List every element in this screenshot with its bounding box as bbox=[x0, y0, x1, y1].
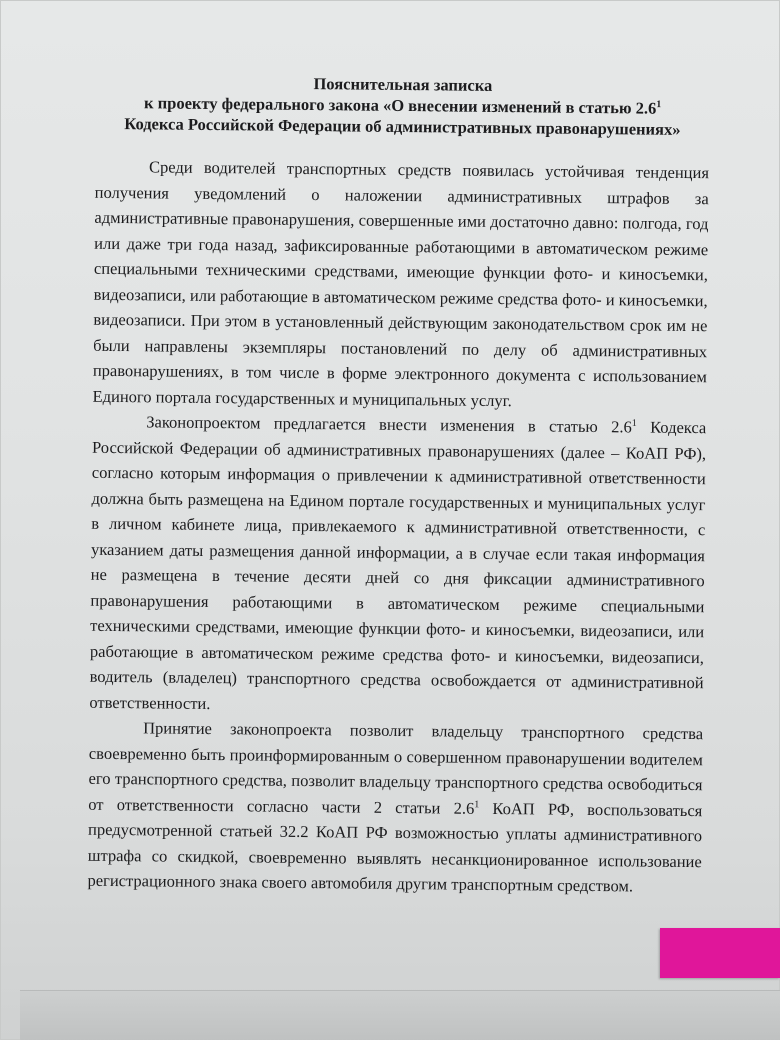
paragraph-3-start: Принятие законопроекта позволит владельцу транспортного средства своевременно быть проинформированным о совершенном правонарушении водителем его транспортного средства, позволит владельцу транспортного средства освободиться от ответственности согласно части 2 статьи 2.6 bbox=[88, 718, 704, 818]
document-body bbox=[87, 71, 710, 900]
paragraph-2 bbox=[89, 409, 706, 721]
paragraph-3-rest: КоАП РФ, воспользоваться предусмотренной статьей 32.2 КоАП РФ возможностью уплаты административного штрафа со скидкой, своевременно выявлять несанкционированное использование регистрационного знака своего автомобиля другим транспортным средством. bbox=[87, 798, 703, 896]
title-line-3: Кодекса Российской Федерации об административных правонарушениях» bbox=[124, 114, 681, 139]
paragraph-1: Среди водителей транспортных средств появилась устойчивая тенденция получения уведомлений о наложении административных штрафов за административные правонарушения, совершенные ими достаточно давно: полгода, год или даже три года назад, зафиксированные работающими в автоматическом режиме специальными техническими средствами, имеющие функции фото- и киносъемки, видеозаписи, или работающие в автоматическом режиме средства фото- и киносъемки, видеозаписи. При этом в установленный действующим законодательством срок им не были направлены экземпляры постановлений по делу об административных правонарушениях, в том числе в форме электронного документа с использованием Единого портала государственных и муниципальных услуг. bbox=[92, 157, 710, 410]
paragraph-3-superscript: 1 bbox=[474, 798, 480, 810]
paragraph-2-rest: Кодекса Российской Федерации об административных правонарушениях (далее – КоАП РФ), согласно которым информация о привлечении к административной ответственности должна быть размещена на Едином портале государственных и муниципальных услуг в личном кабинете лица, привлекаемого к административной ответственности, с указанием даты размещения данной информации, а в случае если такая информация не размещена в течение десяти дней со дня фиксации административного правонарушения работающими в автоматическом режиме специальными техническими средствами, имеющие функции фото- и киносъемки, видеозаписи, или работающие в автоматическом режиме средства фото- и киносъемки, видеозаписи, водитель (владелец) транспортного средства освобождается от административной ответственности. bbox=[89, 417, 707, 713]
title-line-2-text: к проекту федерального закона «О внесении изменений в статью 2.6 bbox=[143, 93, 657, 118]
underlying-sheet-edge bbox=[20, 990, 780, 1040]
title-line-1: Пояснительная записка bbox=[313, 74, 493, 95]
title-superscript: 1 bbox=[656, 99, 662, 111]
sticky-note-tab bbox=[660, 928, 780, 978]
paragraph-2-superscript: 1 bbox=[631, 417, 637, 429]
paragraph-2-start: Законопроектом предлагается внести изменения в статью 2.6 bbox=[146, 412, 632, 437]
paragraph-3 bbox=[87, 715, 703, 900]
document-title bbox=[95, 71, 710, 140]
